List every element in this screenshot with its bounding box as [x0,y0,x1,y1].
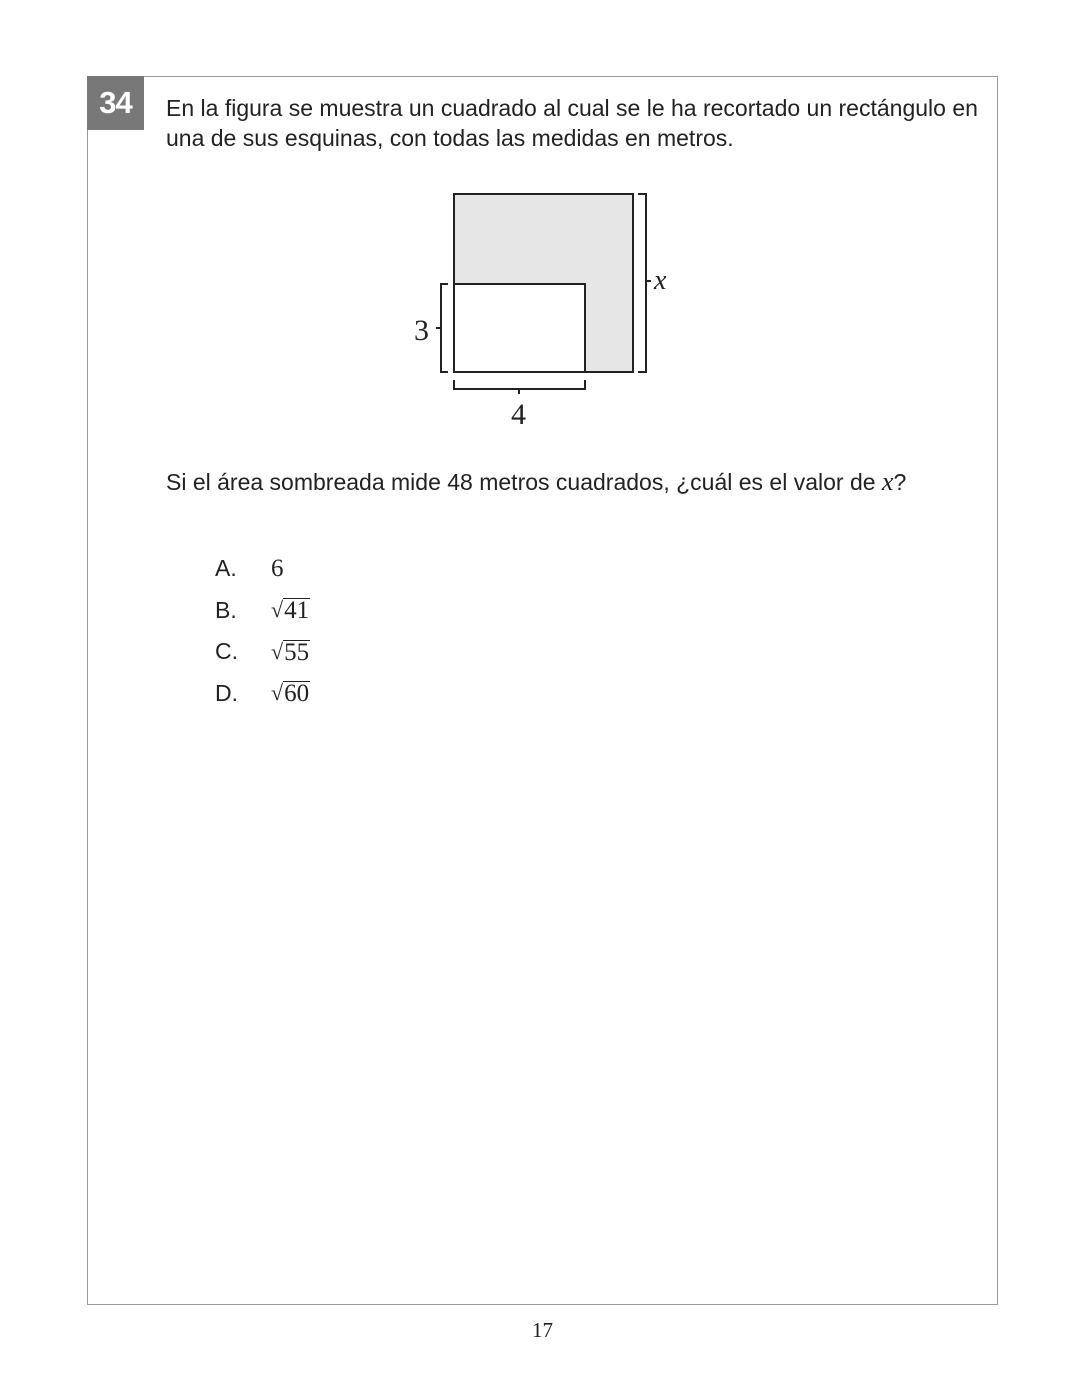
option-d[interactable] [215,673,310,715]
option-letter: D. [215,679,238,706]
option-value [271,639,310,665]
page-number: 17 [532,1318,553,1342]
label-x: x [654,265,667,296]
question-prompt [166,467,996,497]
option-c[interactable] [215,631,310,673]
prompt-variable: x [881,467,894,496]
option-letter: C. [215,638,238,665]
label-3: 3 [414,314,429,347]
option-value [271,597,310,623]
option-a[interactable] [215,548,310,590]
option-radicand: 41 [284,597,310,625]
square-root-icon: √ [271,638,284,664]
question-stem: En la figura se muestra un cuadrado al cual se le ha recortado un rectángulo en una de sus esquinas, con todas las medidas en metros. [166,95,978,151]
option-value [271,680,310,706]
bracket-x [638,194,651,372]
prompt-suffix: ? [893,469,907,495]
geometry-figure [400,180,690,430]
option-radicand: 60 [284,680,310,708]
option-b[interactable] [215,590,310,632]
option-letter: A. [215,555,237,582]
square-root-icon: √ [271,680,284,706]
cut-rectangle [454,284,585,372]
option-value [271,555,284,583]
label-4: 4 [511,398,526,430]
question-number-badge: 34 [87,76,144,130]
answer-options [215,548,310,714]
option-letter: B. [215,596,237,623]
bracket-4 [454,380,585,394]
option-radicand: 55 [284,638,310,666]
prompt-text: Si el área sombreada mide 48 metros cuadrados, ¿cuál es el valor de [166,469,882,495]
option-number: 6 [271,554,284,582]
bracket-3 [436,284,448,372]
square-root-icon: √ [271,597,284,623]
